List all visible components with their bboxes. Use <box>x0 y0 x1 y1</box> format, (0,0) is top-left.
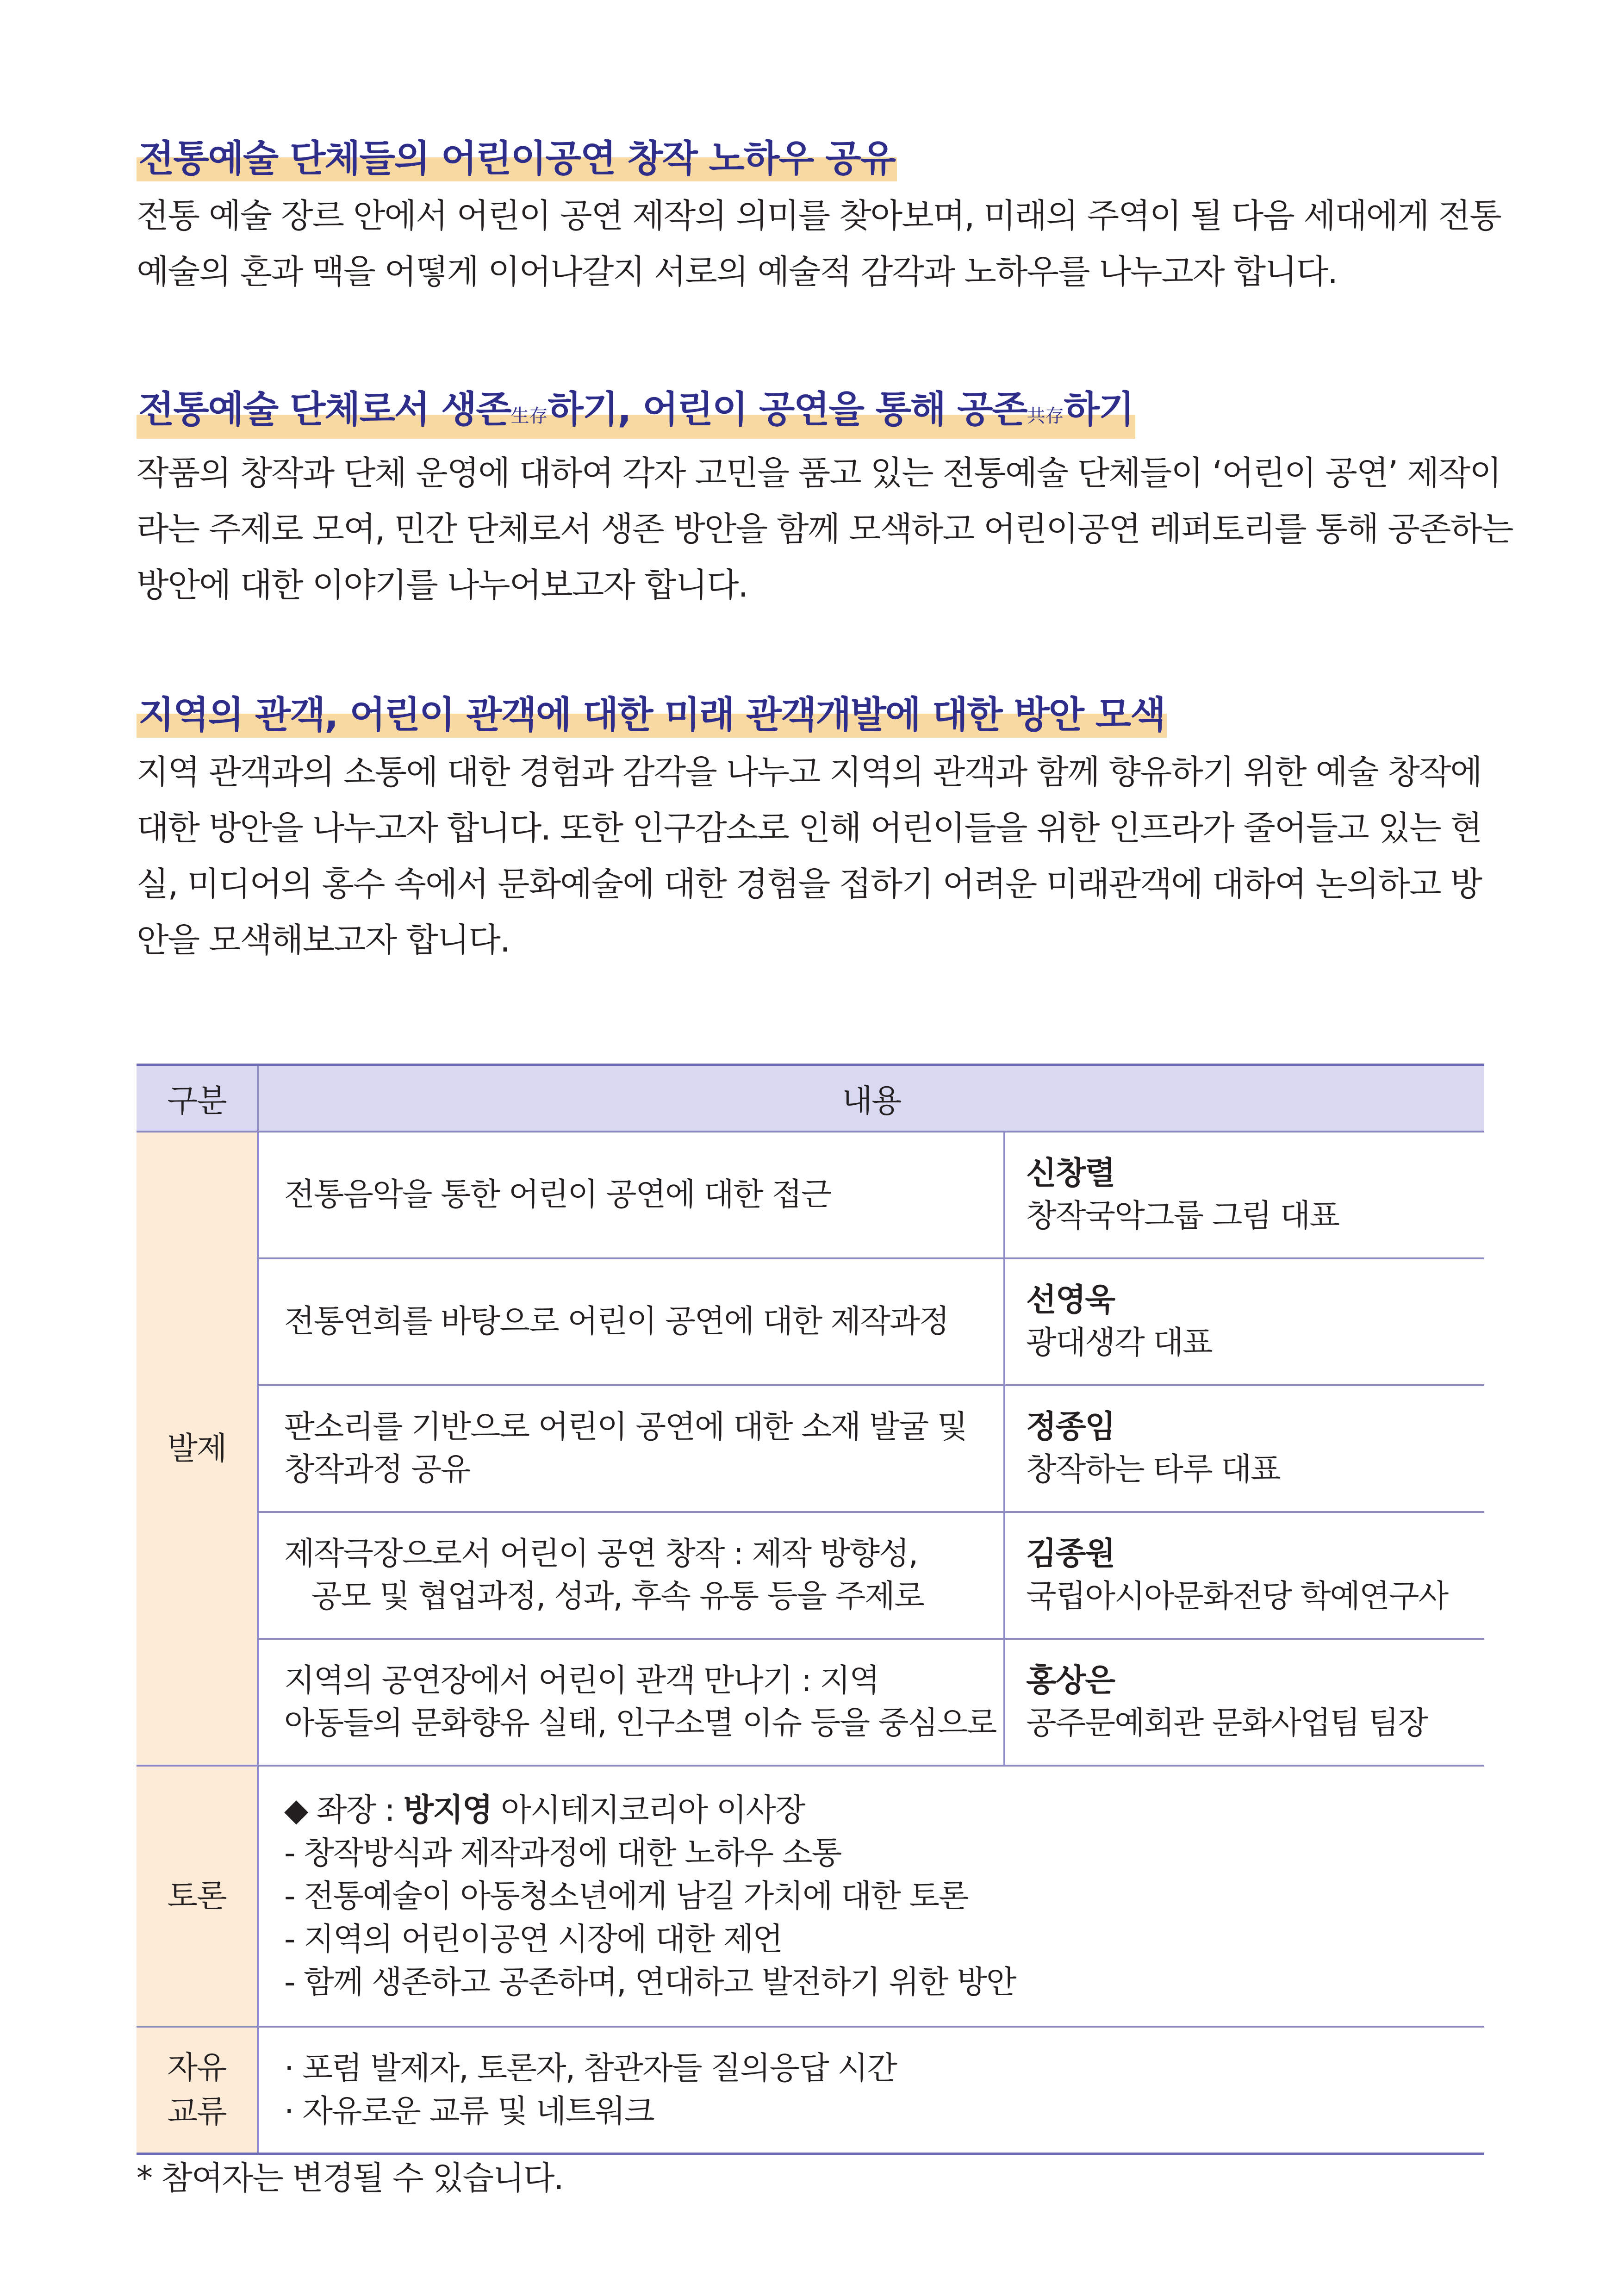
presenter-name: 홍상은 <box>1026 1662 1115 1699</box>
presenter-name: 선영욱 <box>1026 1282 1115 1319</box>
footnote: * 참여자는 변경될 수 있습니다. <box>137 2159 563 2197</box>
category-free-exchange <box>137 2027 258 2154</box>
presenter <box>1004 1132 1484 1258</box>
topic-line: 판소리를 기반으로 어린이 공연에 대한 소재 발굴 및 <box>284 1409 967 1445</box>
body-line: 안을 모색해보고자 합니다. <box>137 921 510 959</box>
category-discussion: 토론 <box>137 1766 258 2027</box>
presenter <box>1004 1512 1484 1639</box>
body-line: 작품의 창작과 단체 운영에 대하여 각자 고민을 품고 있는 전통예술 단체들이 ‘어린이 공연’ 제작이 <box>137 454 1501 492</box>
presenter <box>1004 1258 1484 1385</box>
category-presentation: 발제 <box>137 1132 258 1766</box>
body-line: 실, 미디어의 홍수 속에서 문화예술에 대한 경험을 접하기 어려운 미래관객에 대하여 논의하고 방 <box>137 865 1482 903</box>
presentation-topic <box>258 1639 1004 1766</box>
section-survival-coexistence <box>137 384 1513 613</box>
section-creation-knowhow <box>137 133 1501 300</box>
table-row <box>137 1132 1484 1258</box>
presenter-name: 신창렬 <box>1026 1155 1115 1192</box>
topic-line: 제작극장으로서 어린이 공연 창작 : 제작 방향성, <box>284 1536 918 1572</box>
program-table <box>137 1064 1484 2155</box>
header-content: 내용 <box>258 1065 1484 1132</box>
discussion-item: - 전통예술이 아동청소년에게 남길 가치에 대한 토론 <box>284 1878 968 1915</box>
presentation-topic <box>258 1132 1004 1258</box>
presenter-role: 창작국악그룹 그림 대표 <box>1026 1198 1339 1234</box>
discussion-item: - 창작방식과 제작과정에 대한 노하우 소통 <box>284 1835 841 1872</box>
topic-line: 아동들의 문화향유 실태, 인구소멸 이슈 등을 중심으로 <box>284 1705 996 1742</box>
presenter-role: 창작하는 타루 대표 <box>1026 1451 1280 1488</box>
table-row <box>137 1258 1484 1385</box>
table-row <box>137 1385 1484 1512</box>
body-line: 방안에 대한 이야기를 나누어보고자 합니다. <box>137 566 748 604</box>
heading-part: 하기 <box>1064 388 1134 431</box>
body-line: 예술의 혼과 맥을 어떻게 이어나갈지 서로의 예술적 감각과 노하우를 나누고자 합니다. <box>137 252 1338 291</box>
discussion-content <box>258 1766 1484 2027</box>
presentation-topic <box>258 1258 1004 1385</box>
section-body <box>137 744 1484 968</box>
section-body <box>137 445 1513 613</box>
chair-prefix: ◆ 좌장 : <box>284 1792 404 1829</box>
header-category: 구분 <box>137 1065 258 1132</box>
topic-line: 지역의 공연장에서 어린이 관객 만나기 : 지역 <box>284 1662 879 1699</box>
presenter-name: 정종임 <box>1026 1409 1115 1445</box>
table-row <box>137 2027 1484 2154</box>
heading-part: 전통예술 단체로서 생존 <box>138 388 511 431</box>
table-row <box>137 1639 1484 1766</box>
table-header-row <box>137 1065 1484 1132</box>
presenter-role: 국립아시아문화전당 학예연구사 <box>1026 1578 1448 1615</box>
body-line: 전통 예술 장르 안에서 어린이 공연 제작의 의미를 찾아보며, 미래의 주역이 될 다음 세대에게 전통 <box>137 196 1501 235</box>
topic-line: 전통음악을 통한 어린이 공연에 대한 접근 <box>284 1176 831 1213</box>
table-row <box>137 1512 1484 1639</box>
presenter-role: 광대생각 대표 <box>1026 1325 1212 1361</box>
chair-role: 아시테지코리아 이사장 <box>492 1792 805 1829</box>
presenter-name: 김종원 <box>1026 1536 1115 1572</box>
section-audience-development <box>137 690 1484 968</box>
table-row <box>137 1766 1484 2027</box>
body-line: 라는 주제로 모여, 민간 단체로서 생존 방안을 함께 모색하고 어린이공연 레퍼토리를 통해 공존하는 <box>137 510 1513 548</box>
section-heading <box>137 384 1135 442</box>
free-exchange-content <box>258 2027 1484 2154</box>
body-line: 대한 방안을 나누고자 합니다. 또한 인구감소로 인해 어린이들을 위한 인프라가 줄어들고 있는 현 <box>137 809 1482 847</box>
chair-line <box>284 1789 1484 1832</box>
heading-hanja: 生存 <box>510 405 548 427</box>
presentation-topic <box>258 1512 1004 1639</box>
chair-name: 방지영 <box>403 1792 492 1829</box>
body-line: 지역 관객과의 소통에 대한 경험과 감각을 나누고 지역의 관객과 함께 향유하기 위한 예술 창작에 <box>137 753 1482 791</box>
topic-line: 공모 및 협업과정, 성과, 후속 유통 등을 주제로 <box>284 1578 924 1615</box>
section-heading: 지역의 관객, 어린이 관객에 대한 미래 관객개발에 대한 방안 모색 <box>137 690 1167 740</box>
free-item: · 자유로운 교류 및 네트워크 <box>284 2093 654 2130</box>
discussion-item: - 지역의 어린이공연 시장에 대한 제언 <box>284 1921 782 1958</box>
section-body <box>137 188 1501 300</box>
heading-part: 하기, 어린이 공연을 통해 공존 <box>548 388 1027 431</box>
section-heading: 전통예술 단체들의 어린이공연 창작 노하우 공유 <box>137 133 897 184</box>
presenter-role: 공주문예회관 문화사업팀 팀장 <box>1026 1705 1428 1742</box>
category-line: 자유 <box>167 2050 226 2086</box>
heading-hanja: 共存 <box>1027 405 1064 427</box>
presenter <box>1004 1639 1484 1766</box>
presenter <box>1004 1385 1484 1512</box>
category-line: 교류 <box>167 2094 226 2130</box>
topic-line: 창작과정 공유 <box>284 1451 470 1488</box>
discussion-item: - 함께 생존하고 공존하며, 연대하고 발전하기 위한 방안 <box>284 1964 1016 2001</box>
presentation-topic <box>258 1385 1004 1512</box>
free-item: · 포럼 발제자, 토론자, 참관자들 질의응답 시간 <box>284 2050 896 2087</box>
topic-line: 전통연희를 바탕으로 어린이 공연에 대한 제작과정 <box>284 1303 949 1340</box>
